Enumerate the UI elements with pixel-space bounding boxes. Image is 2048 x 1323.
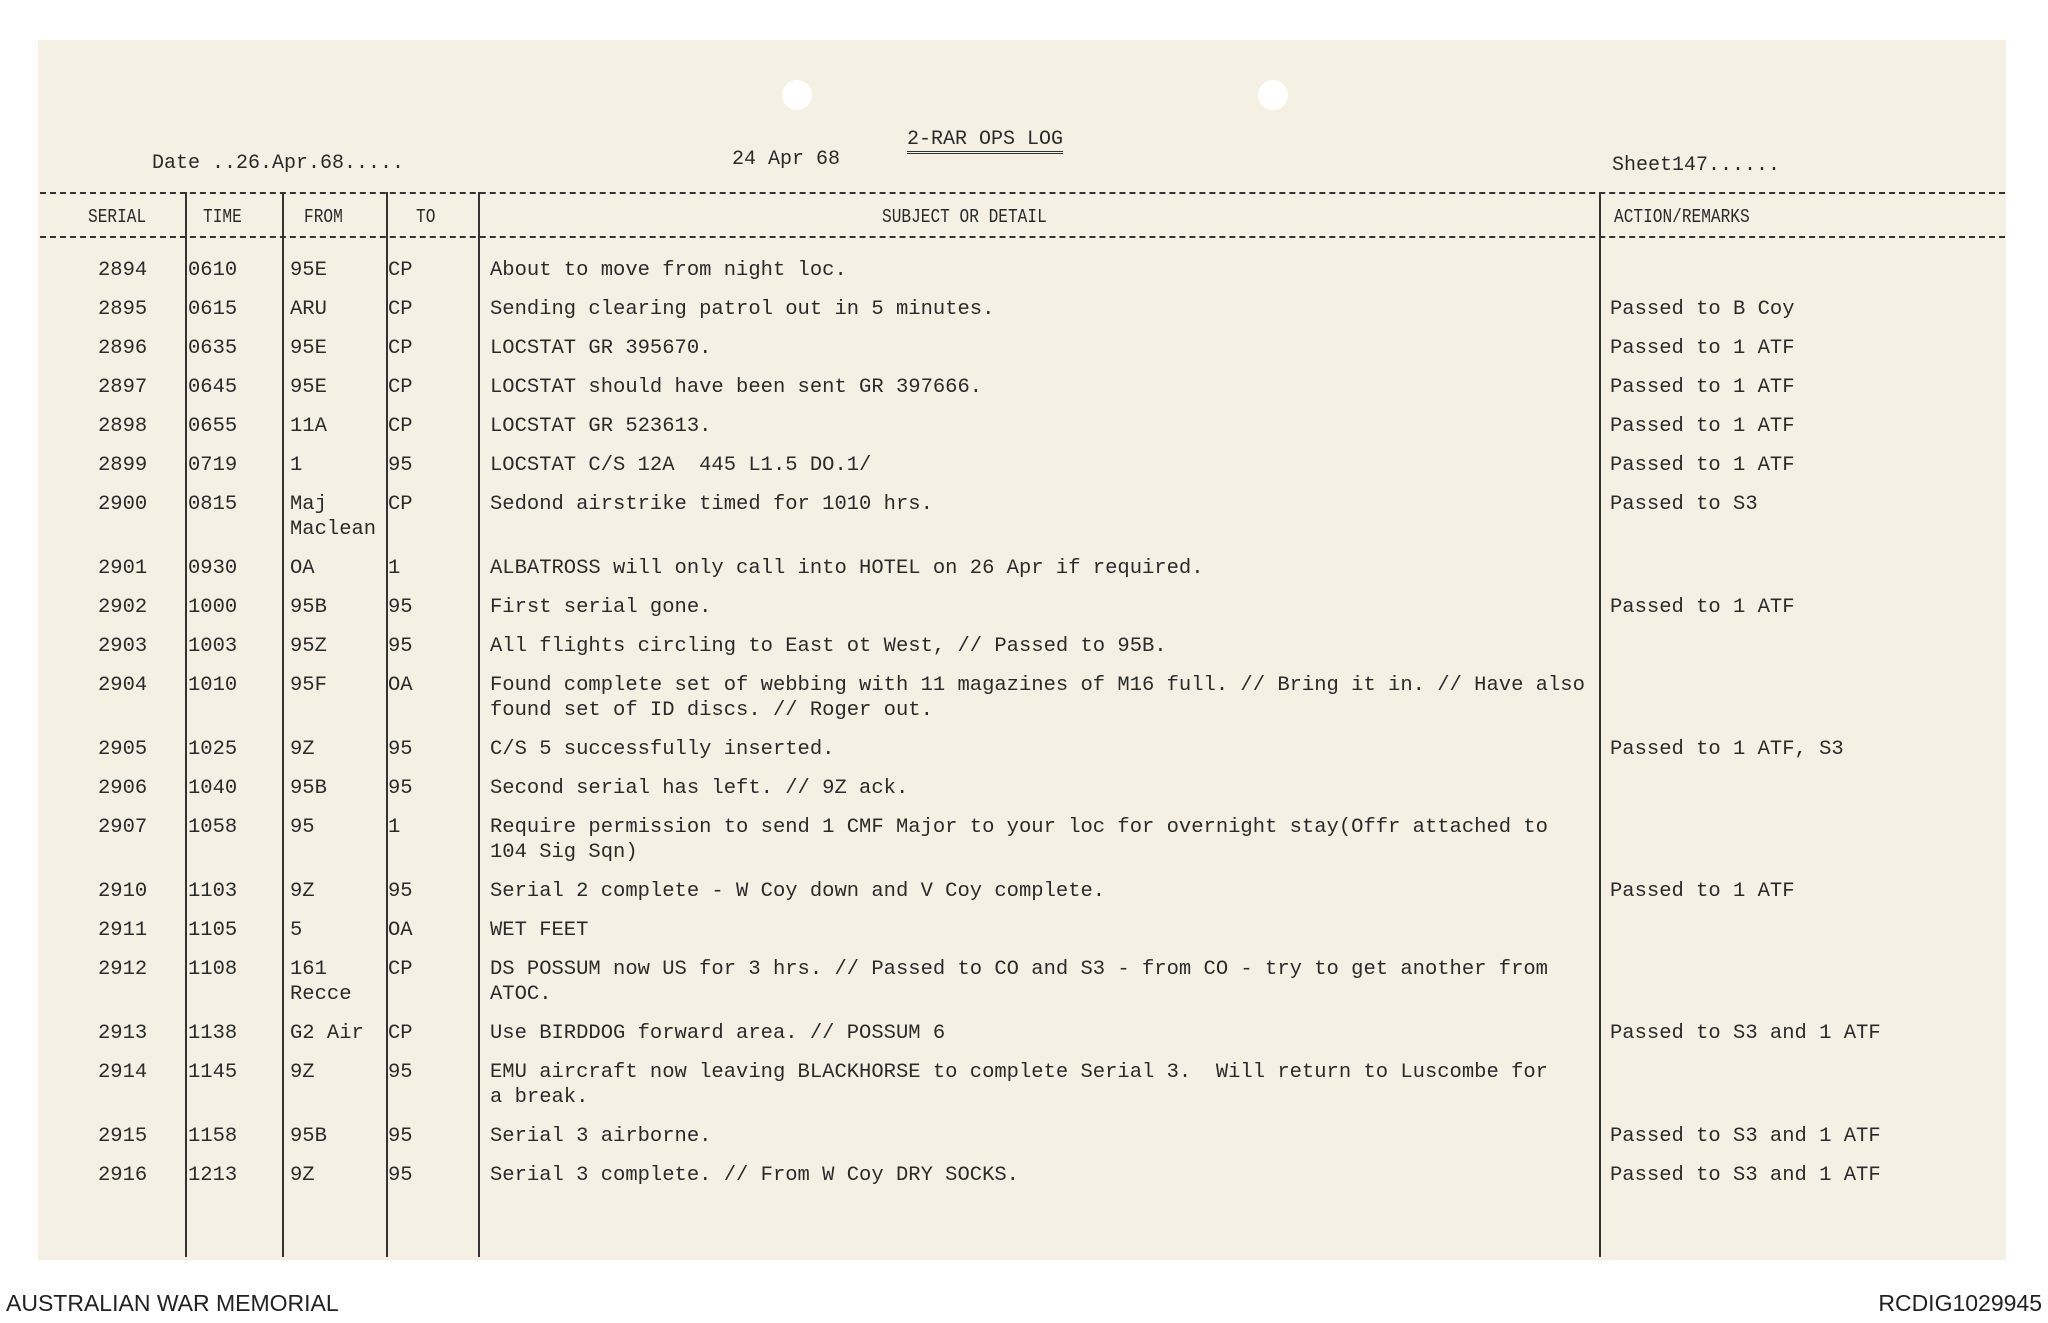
col-header-action: ACTION/REMARKS <box>1614 206 1750 228</box>
cell-action: Passed to 1 ATF <box>1610 337 1795 360</box>
cell-subject: ALBATROSS will only call into HOTEL on 26 Apr if required. <box>490 557 1204 580</box>
cell-serial: 2912 <box>98 958 148 981</box>
cell-serial: 2902 <box>98 596 148 619</box>
typed-date: 24 Apr 68 <box>732 148 841 171</box>
cell-from: 9Z <box>290 738 315 761</box>
cell-time: 0815 <box>188 493 238 516</box>
cell-subject: C/S 5 successfully inserted. <box>490 738 835 761</box>
cell-from: 95E <box>290 376 327 399</box>
sheet-value: 147...... <box>1672 154 1781 177</box>
cell-subject: LOCSTAT GR 523613. <box>490 415 712 438</box>
table-row <box>40 737 2005 776</box>
cell-serial: 2895 <box>98 298 148 321</box>
cell-action: Passed to S3 and 1 ATF <box>1610 1164 1881 1187</box>
cell-to: CP <box>388 298 413 321</box>
cell-subject: Found complete set of webbing with 11 magazines of M16 full. // Bring it in. // Have also found set of ID discs. // Roger out. <box>490 674 1585 722</box>
header-rule <box>40 236 2005 238</box>
table-row <box>40 297 2005 336</box>
cell-subject: DS POSSUM now US for 3 hrs. // Passed to CO and S3 - from CO - try to get another from ATOC. <box>490 958 1548 1006</box>
date-label: Date <box>152 152 201 175</box>
cell-from: ARU <box>290 298 327 321</box>
cell-time: 0635 <box>188 337 238 360</box>
header-rule <box>40 192 2005 194</box>
cell-from: 9Z <box>290 1164 315 1187</box>
cell-to: OA <box>388 674 413 697</box>
cell-serial: 2901 <box>98 557 148 580</box>
cell-to: CP <box>388 259 413 282</box>
cell-to: 95 <box>388 1125 413 1148</box>
cell-serial: 2905 <box>98 738 148 761</box>
cell-action: Passed to S3 <box>1610 493 1758 516</box>
table-row <box>40 776 2005 815</box>
cell-action: Passed to 1 ATF <box>1610 454 1795 477</box>
cell-subject: Sending clearing patrol out in 5 minutes. <box>490 298 995 321</box>
cell-serial: 2899 <box>98 454 148 477</box>
table-row <box>40 414 2005 453</box>
cell-to: 95 <box>388 1164 413 1187</box>
cell-from: 95Z <box>290 635 327 658</box>
sheet-label: Sheet <box>1612 154 1673 177</box>
cell-to: 95 <box>388 596 413 619</box>
cell-serial: 2898 <box>98 415 148 438</box>
table-row <box>40 1163 2005 1202</box>
cell-serial: 2914 <box>98 1061 148 1084</box>
cell-from: 9Z <box>290 880 315 903</box>
cell-serial: 2904 <box>98 674 148 697</box>
table-row <box>40 595 2005 634</box>
cell-subject: LOCSTAT should have been sent GR 397666. <box>490 376 983 399</box>
table-row <box>40 879 2005 918</box>
log-entries <box>40 258 2005 1202</box>
document-title: 2-RAR OPS LOG <box>907 128 1063 154</box>
cell-to: 95 <box>388 454 413 477</box>
col-header-time: TIME <box>203 206 242 228</box>
cell-time: 0615 <box>188 298 238 321</box>
cell-time: 1003 <box>188 635 238 658</box>
cell-from: 1 <box>290 454 303 477</box>
col-header-serial: SERIAL <box>88 206 147 228</box>
cell-to: CP <box>388 493 413 516</box>
cell-subject: First serial gone. <box>490 596 712 619</box>
cell-from: Maj Maclean <box>290 493 377 541</box>
cell-time: 0655 <box>188 415 238 438</box>
cell-to: 95 <box>388 1061 413 1084</box>
cell-from: 95B <box>290 777 327 800</box>
cell-to: CP <box>388 337 413 360</box>
cell-serial: 2906 <box>98 777 148 800</box>
table-row <box>40 815 2005 879</box>
table-row <box>40 336 2005 375</box>
table-row <box>40 957 2005 1021</box>
cell-action: Passed to S3 and 1 ATF <box>1610 1125 1881 1148</box>
table-row <box>40 258 2005 297</box>
date-field <box>152 152 404 175</box>
table-row <box>40 556 2005 595</box>
table-row <box>40 1060 2005 1124</box>
cell-subject: All flights circling to East ot West, // Passed to 95B. <box>490 635 1167 658</box>
table-row <box>40 634 2005 673</box>
table-row <box>40 375 2005 414</box>
cell-time: 1213 <box>188 1164 238 1187</box>
cell-from: 95E <box>290 337 327 360</box>
cell-serial: 2896 <box>98 337 148 360</box>
cell-to: CP <box>388 415 413 438</box>
cell-time: 1108 <box>188 958 238 981</box>
cell-time: 0645 <box>188 376 238 399</box>
cell-time: 1105 <box>188 919 238 942</box>
cell-time: 1158 <box>188 1125 238 1148</box>
cell-from: 95B <box>290 1125 327 1148</box>
col-header-from: FROM <box>304 206 343 228</box>
cell-serial: 2897 <box>98 376 148 399</box>
cell-from: 95 <box>290 816 315 839</box>
cell-serial: 2915 <box>98 1125 148 1148</box>
cell-serial: 2913 <box>98 1022 148 1045</box>
cell-subject: EMU aircraft now leaving BLACKHORSE to complete Serial 3. Will return to Luscombe for a break. <box>490 1061 1548 1109</box>
col-header-subject: SUBJECT OR DETAIL <box>882 206 1047 228</box>
table-row <box>40 1124 2005 1163</box>
cell-to: 1 <box>388 816 401 839</box>
cell-from: OA <box>290 557 315 580</box>
cell-action: Passed to 1 ATF <box>1610 415 1795 438</box>
cell-action: Passed to 1 ATF, S3 <box>1610 738 1844 761</box>
cell-to: CP <box>388 958 413 981</box>
cell-subject: Serial 3 complete. // From W Coy DRY SOCKS. <box>490 1164 1019 1187</box>
cell-subject: Second serial has left. // 9Z ack. <box>490 777 909 800</box>
cell-from: 95B <box>290 596 327 619</box>
punch-hole <box>1258 80 1288 110</box>
table-row <box>40 492 2005 556</box>
cell-subject: Sedond airstrike timed for 1010 hrs. <box>490 493 933 516</box>
cell-to: OA <box>388 919 413 942</box>
cell-from: 95E <box>290 259 327 282</box>
cell-time: 1000 <box>188 596 238 619</box>
cell-time: 1145 <box>188 1061 238 1084</box>
cell-to: CP <box>388 376 413 399</box>
cell-subject: About to move from night loc. <box>490 259 847 282</box>
cell-time: 1138 <box>188 1022 238 1045</box>
cell-serial: 2911 <box>98 919 148 942</box>
table-row <box>40 918 2005 957</box>
cell-action: Passed to B Coy <box>1610 298 1795 321</box>
cell-serial: 2900 <box>98 493 148 516</box>
cell-time: 1040 <box>188 777 238 800</box>
cell-time: 0610 <box>188 259 238 282</box>
cell-from: 161 Recce <box>290 958 352 1006</box>
cell-time: 1103 <box>188 880 238 903</box>
col-header-to: TO <box>416 206 436 228</box>
date-value: ..26.Apr.68..... <box>212 152 405 175</box>
cell-action: Passed to 1 ATF <box>1610 880 1795 903</box>
cell-from: 11A <box>290 415 327 438</box>
cell-time: 0719 <box>188 454 238 477</box>
cell-to: 95 <box>388 635 413 658</box>
cell-subject: LOCSTAT GR 395670. <box>490 337 712 360</box>
cell-from: 9Z <box>290 1061 315 1084</box>
cell-subject: WET FEET <box>490 919 589 942</box>
cell-time: 1010 <box>188 674 238 697</box>
cell-from: 5 <box>290 919 303 942</box>
cell-from: G2 Air <box>290 1022 364 1045</box>
cell-subject: Serial 2 complete - W Coy down and V Coy complete. <box>490 880 1106 903</box>
table-row <box>40 673 2005 737</box>
table-row <box>40 453 2005 492</box>
cell-serial: 2907 <box>98 816 148 839</box>
cell-subject: Require permission to send 1 CMF Major to your loc for overnight stay(Offr attached to 104 Sig Sqn) <box>490 816 1548 864</box>
cell-to: 1 <box>388 557 401 580</box>
cell-from: 95F <box>290 674 327 697</box>
cell-subject: Serial 3 airborne. <box>490 1125 712 1148</box>
cell-serial: 2894 <box>98 259 148 282</box>
cell-serial: 2910 <box>98 880 148 903</box>
footer-credit: AUSTRALIAN WAR MEMORIAL <box>6 1290 339 1316</box>
cell-to: CP <box>388 1022 413 1045</box>
cell-action: Passed to 1 ATF <box>1610 376 1795 399</box>
cell-time: 1058 <box>188 816 238 839</box>
cell-to: 95 <box>388 777 413 800</box>
table-row <box>40 1021 2005 1060</box>
cell-action: Passed to 1 ATF <box>1610 596 1795 619</box>
cell-subject: LOCSTAT C/S 12A 445 L1.5 DO.1/ <box>490 454 872 477</box>
cell-to: 95 <box>388 738 413 761</box>
cell-serial: 2916 <box>98 1164 148 1187</box>
cell-time: 1025 <box>188 738 238 761</box>
cell-action: Passed to S3 and 1 ATF <box>1610 1022 1881 1045</box>
cell-serial: 2903 <box>98 635 148 658</box>
cell-subject: Use BIRDDOG forward area. // POSSUM 6 <box>490 1022 946 1045</box>
cell-to: 95 <box>388 880 413 903</box>
cell-time: 0930 <box>188 557 238 580</box>
punch-hole <box>782 80 812 110</box>
sheet-field <box>1612 154 1780 177</box>
footer-id: RCDIG1029945 <box>1878 1290 2042 1316</box>
